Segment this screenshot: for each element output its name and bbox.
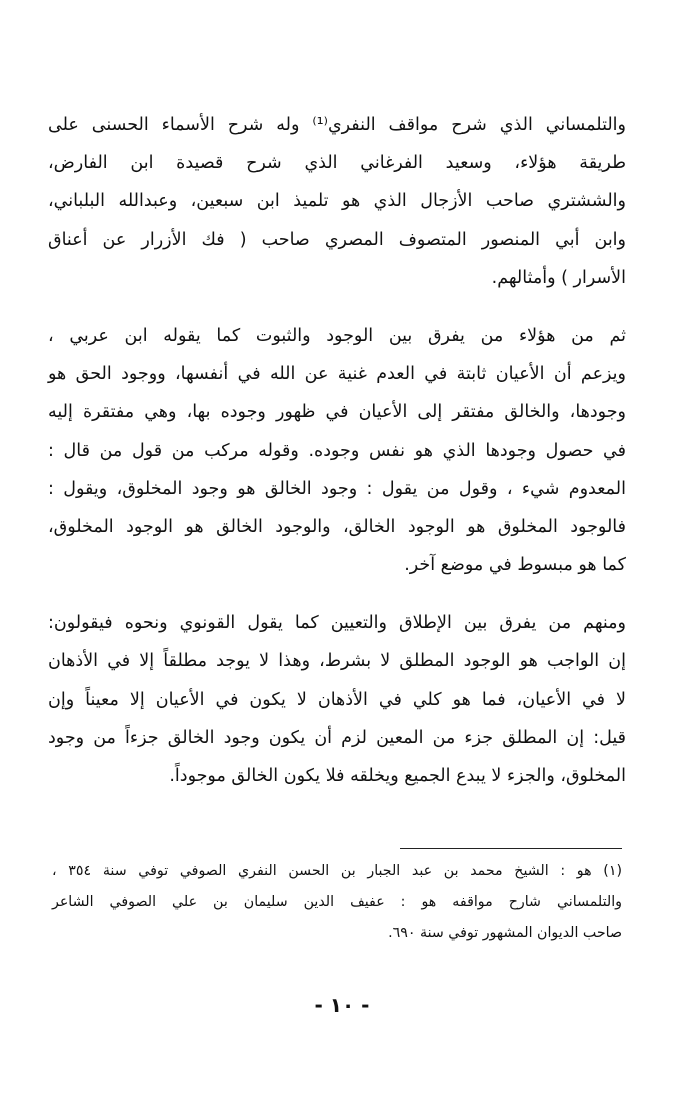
text-line: وجودها، والخالق مفتقر إلى الأعيان في ظهور وجوده بها، وهي مفتقرة إليه xyxy=(48,402,626,423)
text-line: والتلمساني الذي شرح مواقف النفري⁽¹⁾ وله شرح الأسماء الحسنى على xyxy=(48,115,626,135)
text-line: الأسرار ) وأمثالهم. xyxy=(491,267,626,288)
footnote-line: (١) هو : الشيخ محمد بن عبد الجبار بن الحسن النفري الصوفي توفي سنة ٣٥٤ ، xyxy=(52,863,622,879)
paragraph xyxy=(48,604,626,795)
text-line: فالوجود المخلوق هو الوجود الخالق، والوجود الخالق هو الوجود المخلوق، xyxy=(48,516,626,537)
paragraph xyxy=(48,317,626,584)
text-line: وابن أبي المنصور المتصوف المصري صاحب ( فك الأزرار عن أعناق xyxy=(48,229,626,250)
text-line: لا في الأعيان، فما هو كلي في الأذهان لا يكون في الأعيان إلا معيناً وإن xyxy=(48,689,626,710)
footnote-line: صاحب الديوان المشهور توفي سنة ٦٩٠. xyxy=(388,925,622,941)
text-line: قيل: إن المطلق جزء من المعين لزم أن يكون وجود الخالق جزءاً من وجود xyxy=(48,727,626,748)
text-line: إن الواجب هو الوجود المطلق لا بشرط، وهذا لا يوجد مطلقاً إلا في الأذهان xyxy=(48,651,626,672)
text-line: طريقة هؤلاء، وسعيد الفرغاني الذي شرح قصيدة ابن الفارض، xyxy=(48,153,626,174)
text-line: والششتري صاحب الأزجال الذي هو تلميذ ابن سبعين، وعبدالله البلباني، xyxy=(48,191,626,212)
text-line: المخلوق، والجزء لا يبدع الجميع ويخلقه فلا يكون الخالق موجوداً. xyxy=(169,766,626,786)
text-line: ثم من هؤلاء من يفرق بين الوجود والثبوت كما يقوله ابن عربي ، xyxy=(48,325,626,346)
footnote-divider xyxy=(400,848,622,849)
text-line: كما هو مبسوط في موضع آخر. xyxy=(404,555,626,576)
text-line: ومنهم من يفرق بين الإطلاق والتعيين كما يقول القونوي ونحوه فيقولون: xyxy=(48,613,626,634)
text-line: المعدوم شيء ، وقول من يقول : وجود الخالق هو وجود المخلوق، ويقول : xyxy=(48,478,626,499)
paragraph xyxy=(48,106,626,297)
main-text xyxy=(48,106,626,815)
text-line: ويزعم أن الأعيان ثابتة في العدم غنية عن الله في أنفسها، ووجود الحق هو xyxy=(48,364,626,385)
text-line: في حصول وجودها الذي هو نفس وجوده. وقوله مركب من قول من قال : xyxy=(48,440,626,461)
footnote-line: والتلمساني شارح مواقفه هو : عفيف الدين سليمان بن علي الصوفي الشاعر xyxy=(52,894,622,910)
page-number: - ١٠ - xyxy=(314,993,370,1017)
footnote xyxy=(52,856,622,949)
